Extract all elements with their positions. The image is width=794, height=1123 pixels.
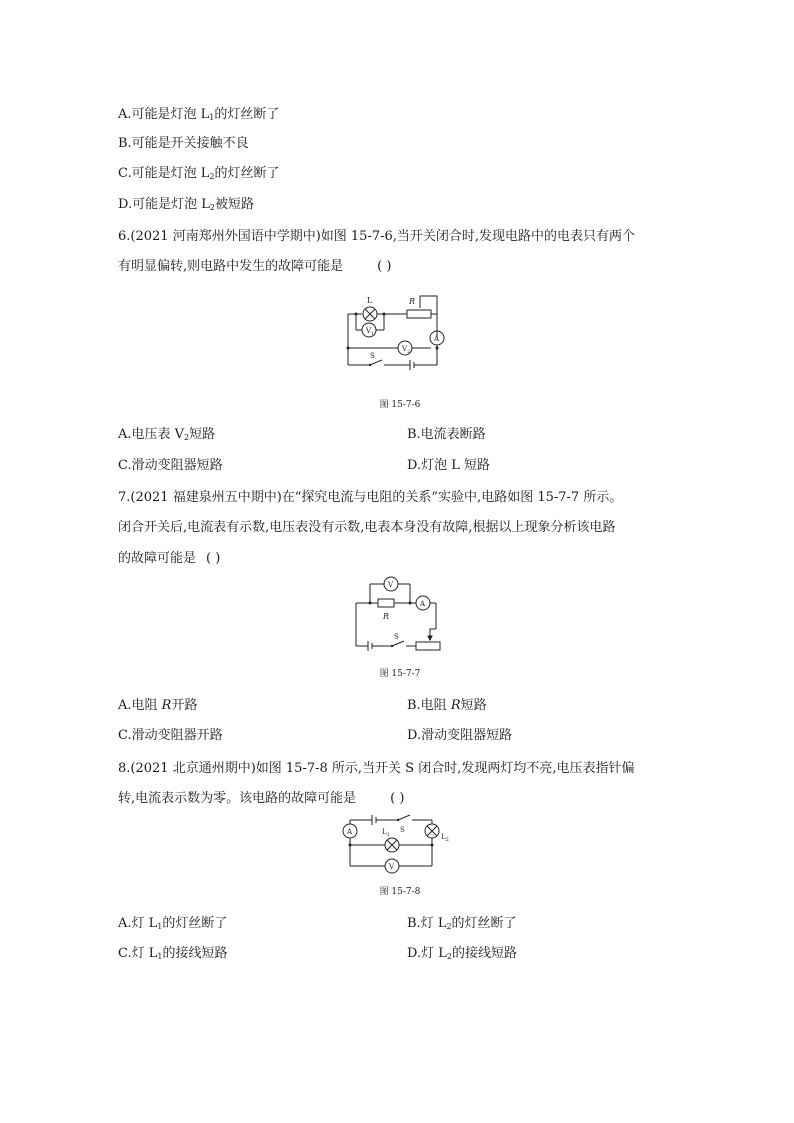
q5-option-a: A.可能是灯泡 $L_1$的灯丝断了: [118, 107, 280, 122]
fig6-ammeter-label: A: [434, 335, 440, 343]
q5-option-d: D.可能是灯泡 $L_2$被短路: [118, 197, 254, 212]
figure-15-7-7-caption: 图 15-7-7: [379, 669, 421, 679]
q8-option-b: B.灯 $L_2$的灯丝断了: [407, 916, 517, 931]
q8-option-d: D.灯 $L_2$的接线短路: [407, 946, 517, 961]
q7-option-c: C.滑动变阻器开路: [118, 728, 223, 743]
q7-stem-line1: 7.(2021 福建泉州五中期中)在“探究电流与电阻的关系”实验中,电路如图 15-7-7 所示。: [118, 490, 623, 505]
fig8-l1-label: $L_1$: [382, 828, 390, 838]
q6-option-d: D.灯泡 L 短路: [407, 458, 490, 473]
q8-stem-line2: 转,电流表示数为零。该电路的故障可能是 ( ): [118, 791, 405, 806]
q8-option-a: A.灯 $L_1$的灯丝断了: [118, 916, 228, 931]
fig6-switch-label: S: [370, 352, 375, 360]
q7-stem-line2: 闭合开关后,电流表有示数,电压表没有示数,电表本身没有故障,根据以上现象分析该电路: [118, 520, 616, 535]
figure-15-7-7: [350, 574, 445, 656]
q7-option-b: B.电阻 R短路: [407, 698, 487, 713]
fig7-resistor-label: R: [383, 612, 390, 621]
fig6-lamp-label: L: [367, 296, 373, 305]
figure-15-7-8-caption: 图 15-7-8: [379, 887, 421, 897]
fig8-switch-label: S: [400, 826, 405, 834]
q5-option-c: C.可能是灯泡 $L_2$的灯丝断了: [118, 166, 280, 181]
fig6-v2-label: $V_2$: [402, 345, 411, 355]
q8-option-c: C.灯 $L_1$的接线短路: [118, 946, 228, 961]
fig8-ammeter-label: A: [347, 828, 353, 836]
fig7-switch-label: S: [394, 633, 399, 641]
figure-15-7-8: [338, 812, 460, 878]
q6-option-a: A.电压表 $V_2$短路: [118, 427, 216, 442]
fig6-v1-label: $V_1$: [366, 327, 375, 337]
q5-option-b: B.可能是开关接触不良: [118, 136, 249, 151]
fig8-voltmeter-label: V: [389, 863, 395, 871]
figure-15-7-6: [340, 290, 452, 378]
q6-option-b: B.电流表断路: [407, 427, 486, 442]
q6-stem-line1: 6.(2021 河南郑州外国语中学期中)如图 15-7-6,当开关闭合时,发现电路中的电表只有两个: [118, 229, 636, 244]
q6-stem-line2: 有明显偏转,则电路中发生的故障可能是 ( ): [118, 259, 392, 274]
q6-option-c: C.滑动变阻器短路: [118, 458, 223, 473]
fig8-l2-label: $L_2$: [441, 833, 449, 843]
q7-stem-line3: 的故障可能是 ( ): [118, 551, 221, 566]
q7-option-a: A.电阻 R开路: [118, 698, 198, 713]
fig7-ammeter-label: A: [420, 600, 426, 608]
figure-15-7-6-caption: 图 15-7-6: [379, 400, 421, 410]
q8-stem-line1: 8.(2021 北京通州期中)如图 15-7-8 所示,当开关 S 闭合时,发现两灯均不亮,电压表指针偏: [118, 761, 635, 776]
fig7-voltmeter-label: V: [388, 581, 394, 589]
fig6-rheostat-label: R: [409, 297, 416, 306]
q7-option-d: D.滑动变阻器短路: [407, 728, 513, 743]
